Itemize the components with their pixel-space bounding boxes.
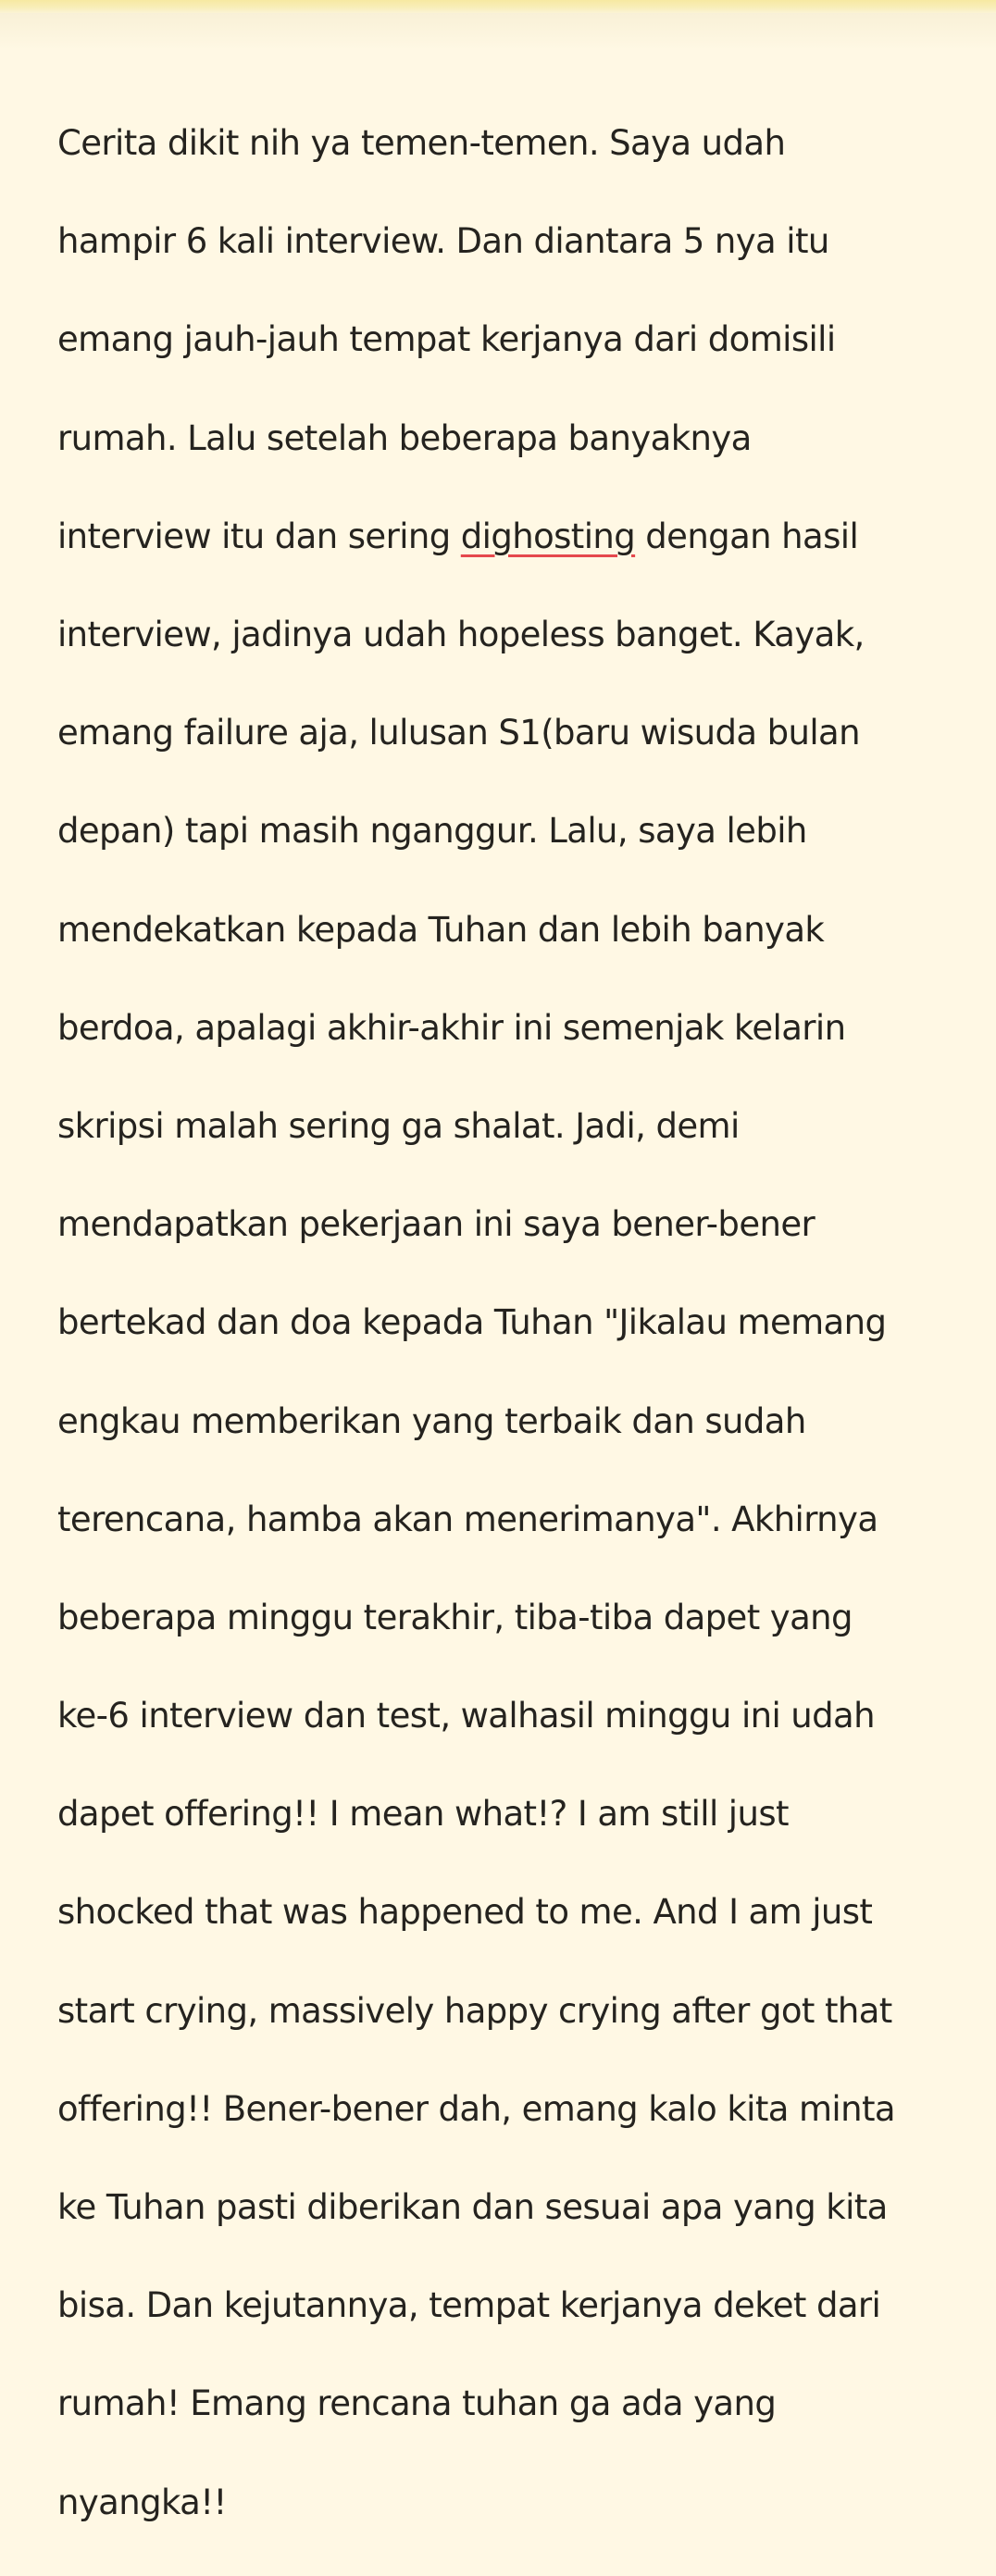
note-line: skripsi malah sering ga shalat. Jadi, demi [57,1105,740,1146]
note-line [57,512,946,561]
note-line: interview, jadinya udah hopeless banget. Kayak, [57,615,865,655]
note-line: rumah. Lalu setelah beberapa banyaknya [57,417,752,458]
note-line: mendapatkan pekerjaan ini saya bener-bener [57,1204,815,1245]
note-line: bisa. Dan kejutannya, tempat kerjanya deket dari [57,2285,881,2326]
note-line: nyangka!! [57,2482,227,2522]
note-line: beberapa minggu terakhir, tiba-tiba dapet yang [57,1597,853,1637]
note-line: engkau memberikan yang terbaik dan sudah [57,1400,806,1441]
note-line: berdoa, apalagi akhir-akhir ini semenjak kelarin [57,1007,846,1048]
note-body-text[interactable] [57,69,946,2576]
note-line: offering!! Bener-bener dah, emang kalo kita minta [57,2088,895,2129]
note-line: depan) tapi masih nganggur. Lalu, saya lebih [57,811,807,852]
note-line-segment: dengan hasil [635,516,859,556]
note-line-segment: interview itu dan sering [57,516,461,556]
note-line: ke-6 interview dan test, walhasil minggu ini udah [57,1696,875,1736]
note-line: mendekatkan kepada Tuhan dan lebih banyak [57,909,825,950]
note-line: bertekad dan doa kepada Tuhan "Jikalau memang [57,1302,887,1343]
note-line: terencana, hamba akan menerimanya". Akhirnya [57,1499,878,1539]
note-line: emang jauh-jauh tempat kerjanya dari domisili [57,319,836,360]
note-line: hampir 6 kali interview. Dan diantara 5 nya itu [57,221,829,262]
note-line: rumah! Emang rencana tuhan ga ada yang [57,2383,777,2424]
note-line: Cerita dikit nih ya temen-temen. Saya udah [57,123,786,164]
note-line: dapet offering!! I mean what!? I am still just [57,1794,789,1835]
note-line: shocked that was happened to me. And I am just [57,1892,873,1933]
spellcheck-flagged-word[interactable]: dighosting [460,516,636,556]
note-line: emang failure aja, lulusan S1(baru wisuda bulan [57,713,860,753]
note-line: start crying, massively happy crying after got that [57,1990,892,2031]
top-edge-shadow [0,13,996,50]
top-edge-bar [0,0,996,13]
note-line: ke Tuhan pasti diberikan dan sesuai apa yang kita [57,2187,888,2228]
